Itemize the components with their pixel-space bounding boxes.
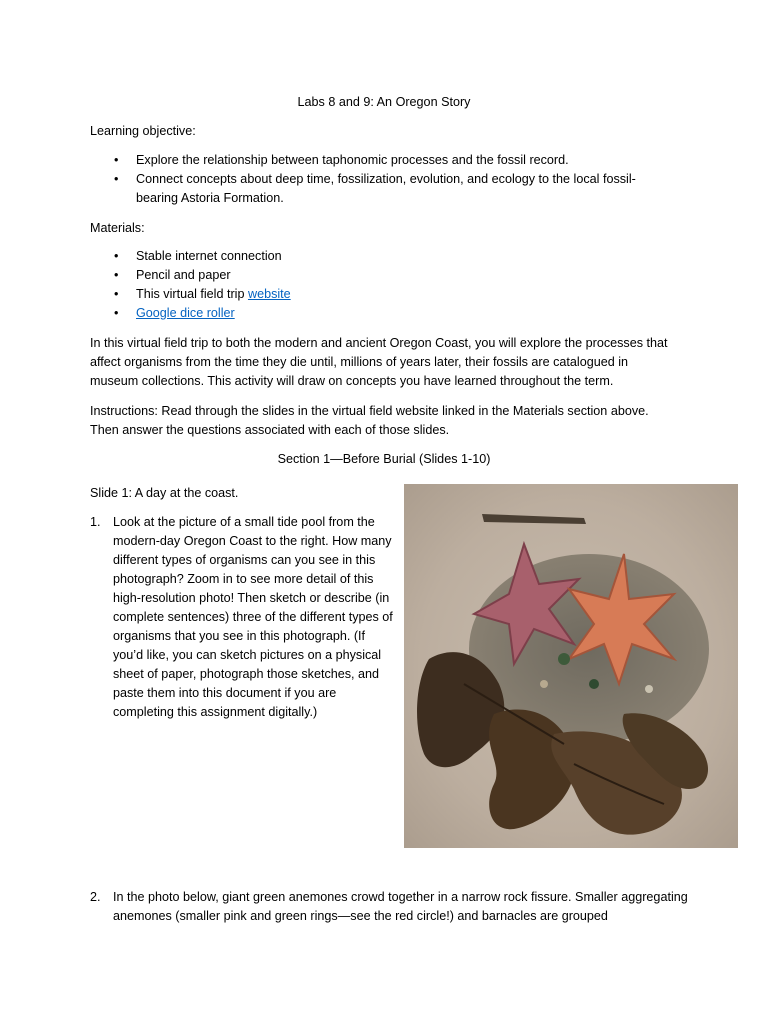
intro-paragraph: In this virtual field trip to both the modern and ancient Oregon Coast, you will explore the processes that affect organisms from the time they die until, millions of years later, their fossils are catalogued in museum collections. This activity will draw on concepts you have learned throughout the term. — [90, 336, 668, 388]
bullet-icon: • — [114, 172, 119, 186]
list-item — [90, 170, 646, 208]
bullet-icon: • — [114, 287, 119, 301]
material-text: Stable internet connection — [136, 249, 282, 263]
list-item — [90, 247, 650, 266]
bullet-icon: • — [114, 268, 119, 282]
material-text: This virtual field trip — [136, 287, 248, 301]
bullet-icon: • — [114, 306, 119, 320]
question-number: 2. — [90, 890, 101, 904]
material-text: Pencil and paper — [136, 268, 231, 282]
bullet-icon: • — [114, 249, 119, 263]
slide1-heading: Slide 1: A day at the coast. — [90, 486, 239, 500]
question-text: In the photo below, giant green anemones crowd together in a narrow rock fissure. Smaller aggregating anemones (smaller pink and green rings—see the red circle!) and barnacles are grouped — [113, 890, 688, 923]
materials-label: Materials: — [90, 221, 145, 235]
list-item — [90, 285, 650, 304]
list-item — [90, 266, 650, 285]
list-item — [90, 304, 650, 323]
section-heading: Section 1—Before Burial (Slides 1-10) — [277, 452, 491, 466]
list-item — [90, 151, 650, 170]
instructions-paragraph: Instructions: Read through the slides in the virtual field website linked in the Materials section above. Then answer the questions associated with each of those slides. — [90, 404, 649, 437]
objective-text: Connect concepts about deep time, fossilization, evolution, and ecology to the local fossil-bearing Astoria Formation. — [136, 172, 636, 205]
question-number: 1. — [90, 515, 101, 529]
website-link[interactable]: website — [247, 287, 291, 301]
objective-text: Explore the relationship between taphonomic processes and the fossil record. — [136, 153, 569, 167]
google-dice-roller-link[interactable]: Google dice roller — [136, 306, 235, 320]
materials-list — [90, 247, 650, 323]
learning-objective-label: Learning objective: — [90, 124, 196, 138]
bullet-icon: • — [114, 153, 119, 167]
tide-pool-photo — [404, 484, 738, 848]
document-title: Labs 8 and 9: An Oregon Story — [297, 95, 471, 109]
question-text: Look at the picture of a small tide pool from the modern-day Oregon Coast to the right. How many different types of organisms can you see in this photograph? Zoom in to see more detail of this high-resolution photo! Then sketch or describe (in complete sentences) three of the different types of organisms that you see in this photograph. (If you’d like, you can sketch pictures on a physical sheet of paper, photograph those sketches, and paste them into this document if you are completing this assignment digitally.) — [113, 515, 393, 719]
objectives-list — [90, 151, 650, 208]
